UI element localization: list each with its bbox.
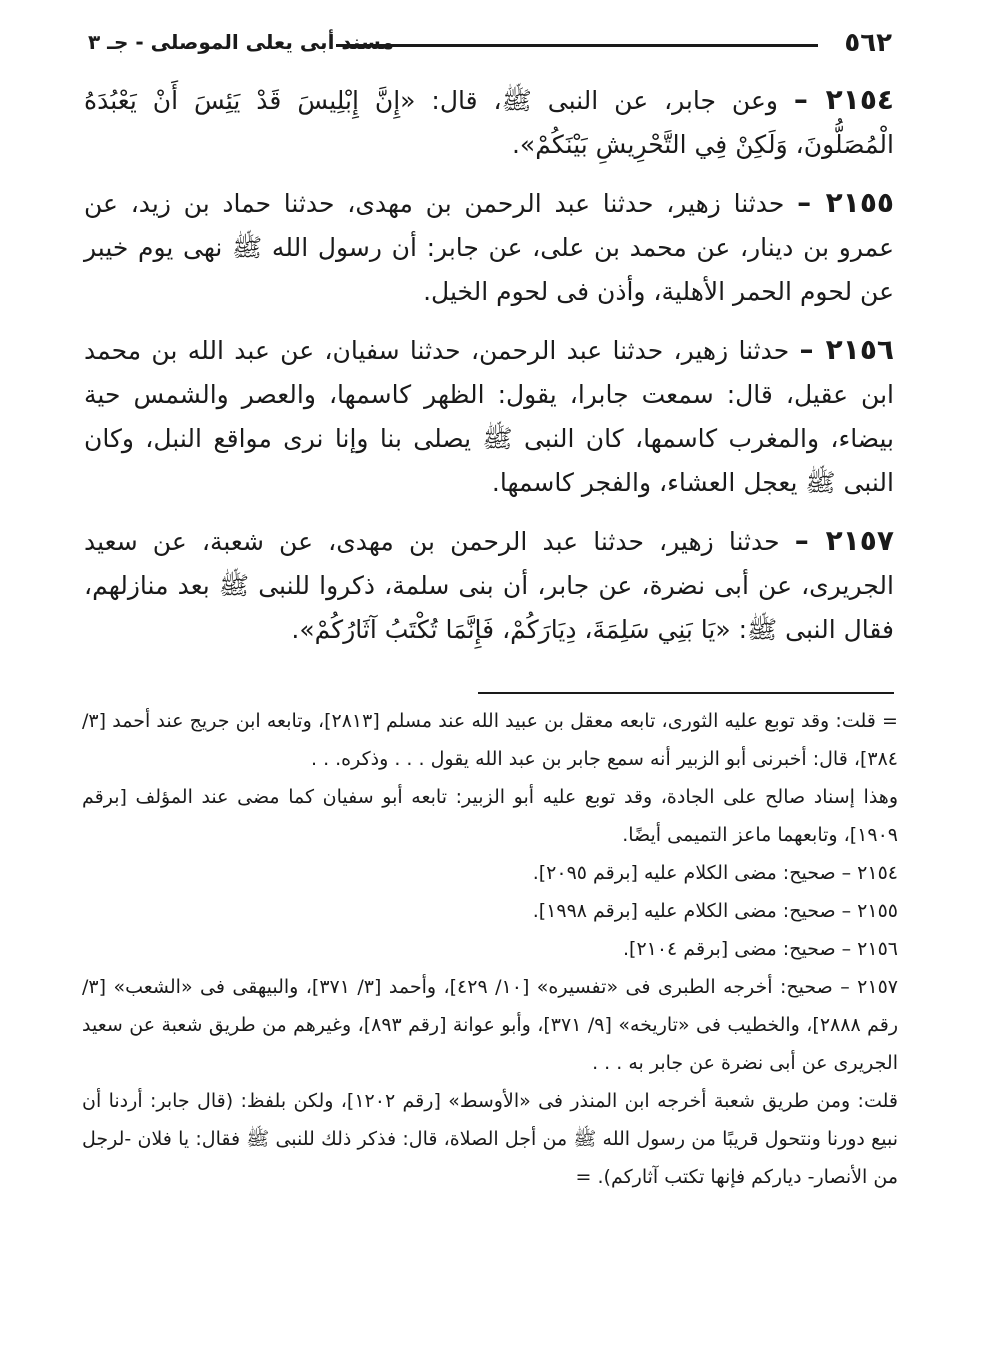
hadith-number: ٢١٥٧ – (794, 524, 894, 557)
footnote-continuation: = قلت: وقد توبع عليه الثورى، تابعه معقل بن عبيد الله عند مسلم [٢٨١٣]، وتابعه ابن جريج عند أحمد [٣/ ٣٨٤]، قال: أخبرنى أبو الزبير أنه سمع جابر بن عبد الله يقول . . . وذكره. . . (82, 710, 898, 770)
hadith-number: ٢١٥٦ – (799, 333, 895, 366)
hadith-text: حدثنا زهير، حدثنا عبد الرحمن بن مهدى، حدثنا حماد بن زيد، عن عمرو بن دينار، عن محمد بن على، عن جابر: أن رسول الله ﷺ نهى يوم خيبر عن لحوم الحمر الأهلية، وأذن فى لحوم الخيل. (84, 189, 894, 306)
page-number: ٥٦٢ (844, 28, 892, 58)
hadith-2156 (84, 328, 894, 505)
footnote-2157: ٢١٥٧ – صحيح: أخرجه الطبرى فى «تفسيره» [١٠/ ٤٢٩]، وأحمد [٣/ ٣٧١]، والبيهقى فى «الشعب» [٣/ رقم ٢٨٨٨]، والخطيب فى «تاريخه» [٩/ ٣٧١]، وأبو عوانة [رقم ٨٩٣]، وغيرهم من طريق شعبة عن سعيد الجريرى عن أبى نضرة عن جابر به . . . (82, 976, 898, 1074)
footnote-separator (478, 692, 894, 694)
hadith-text: حدثنا زهير، حدثنا عبد الرحمن بن مهدى، عن شعبة، عن سعيد الجريرى، عن أبى نضرة، عن جابر، أن بنى سلمة، ذكروا للنبى ﷺ بعد منازلهم، فقال النبى ﷺ: «يَا بَنِي سَلِمَةَ، دِيَارَكُمْ، فَإِنَّمَا تُكْتَبُ آثَارُكُمْ». (84, 527, 894, 644)
footnote-2154: ٢١٥٤ – صحيح: مضى الكلام عليه [برقم ٢٠٩٥]. (532, 862, 898, 884)
hadith-text: وعن جابر، عن النبى ﷺ، قال: «إِنَّ إِبْلِيسَ قَدْ يَئِسَ أَنْ يَعْبُدَهُ الْمُصَلُّونَ، وَلَكِنْ فِي التَّحْرِيشِ بَيْنَكُمْ». (84, 86, 894, 159)
hadith-text: حدثنا زهير، حدثنا عبد الرحمن، حدثنا سفيان، عن عبد الله بن محمد ابن عقيل، قال: سمعت جابرا، يقول: الظهر كاسمها، والعصر والشمس حية بيضاء، والمغرب كاسمها، كان النبى ﷺ يصلى بنا وإنا نرى مواقع النبل، وكان النبى ﷺ يعجل العشاء، والفجر كاسمها. (84, 336, 894, 497)
footnote-note: قلت: ومن طريق شعبة أخرجه ابن المنذر فى «الأوسط» [رقم ١٢٠٢]، ولكن بلفظ: (قال جابر: أردنا أن نبيع دورنا ونتحول قريبًا من رسول الله ﷺ من أجل الصلاة، قال: فذكر ذلك للنبى ﷺ فقال: يا فلان -لرجل من الأنصار- دياركم فإنها تكتب آثاركم). = (82, 1090, 898, 1188)
main-text (84, 78, 894, 666)
hadith-number: ٢١٥٤ – (793, 83, 894, 116)
running-title: مسند أبى يعلى الموصلى - جـ ٣ (88, 30, 394, 54)
footnotes (82, 702, 898, 1196)
footnote-2156: ٢١٥٦ – صحيح: مضى [برقم ٢١٠٤]. (622, 938, 898, 960)
hadith-2157 (84, 519, 894, 652)
hadith-number: ٢١٥٥ – (797, 186, 894, 219)
hadith-2155 (84, 181, 894, 314)
footnote-2155: ٢١٥٥ – صحيح: مضى الكلام عليه [برقم ١٩٩٨]. (532, 900, 898, 922)
header-rule (336, 44, 818, 47)
hadith-2154 (84, 78, 894, 167)
page-header (88, 22, 892, 62)
footnote-note: وهذا إسناد صالح على الجادة، وقد توبع عليه أبو الزبير: تابعه أبو سفيان كما مضى عند المؤلف [برقم ١٩٠٩]، وتابعهما ماعز التميمى أيضًا. (82, 786, 898, 846)
